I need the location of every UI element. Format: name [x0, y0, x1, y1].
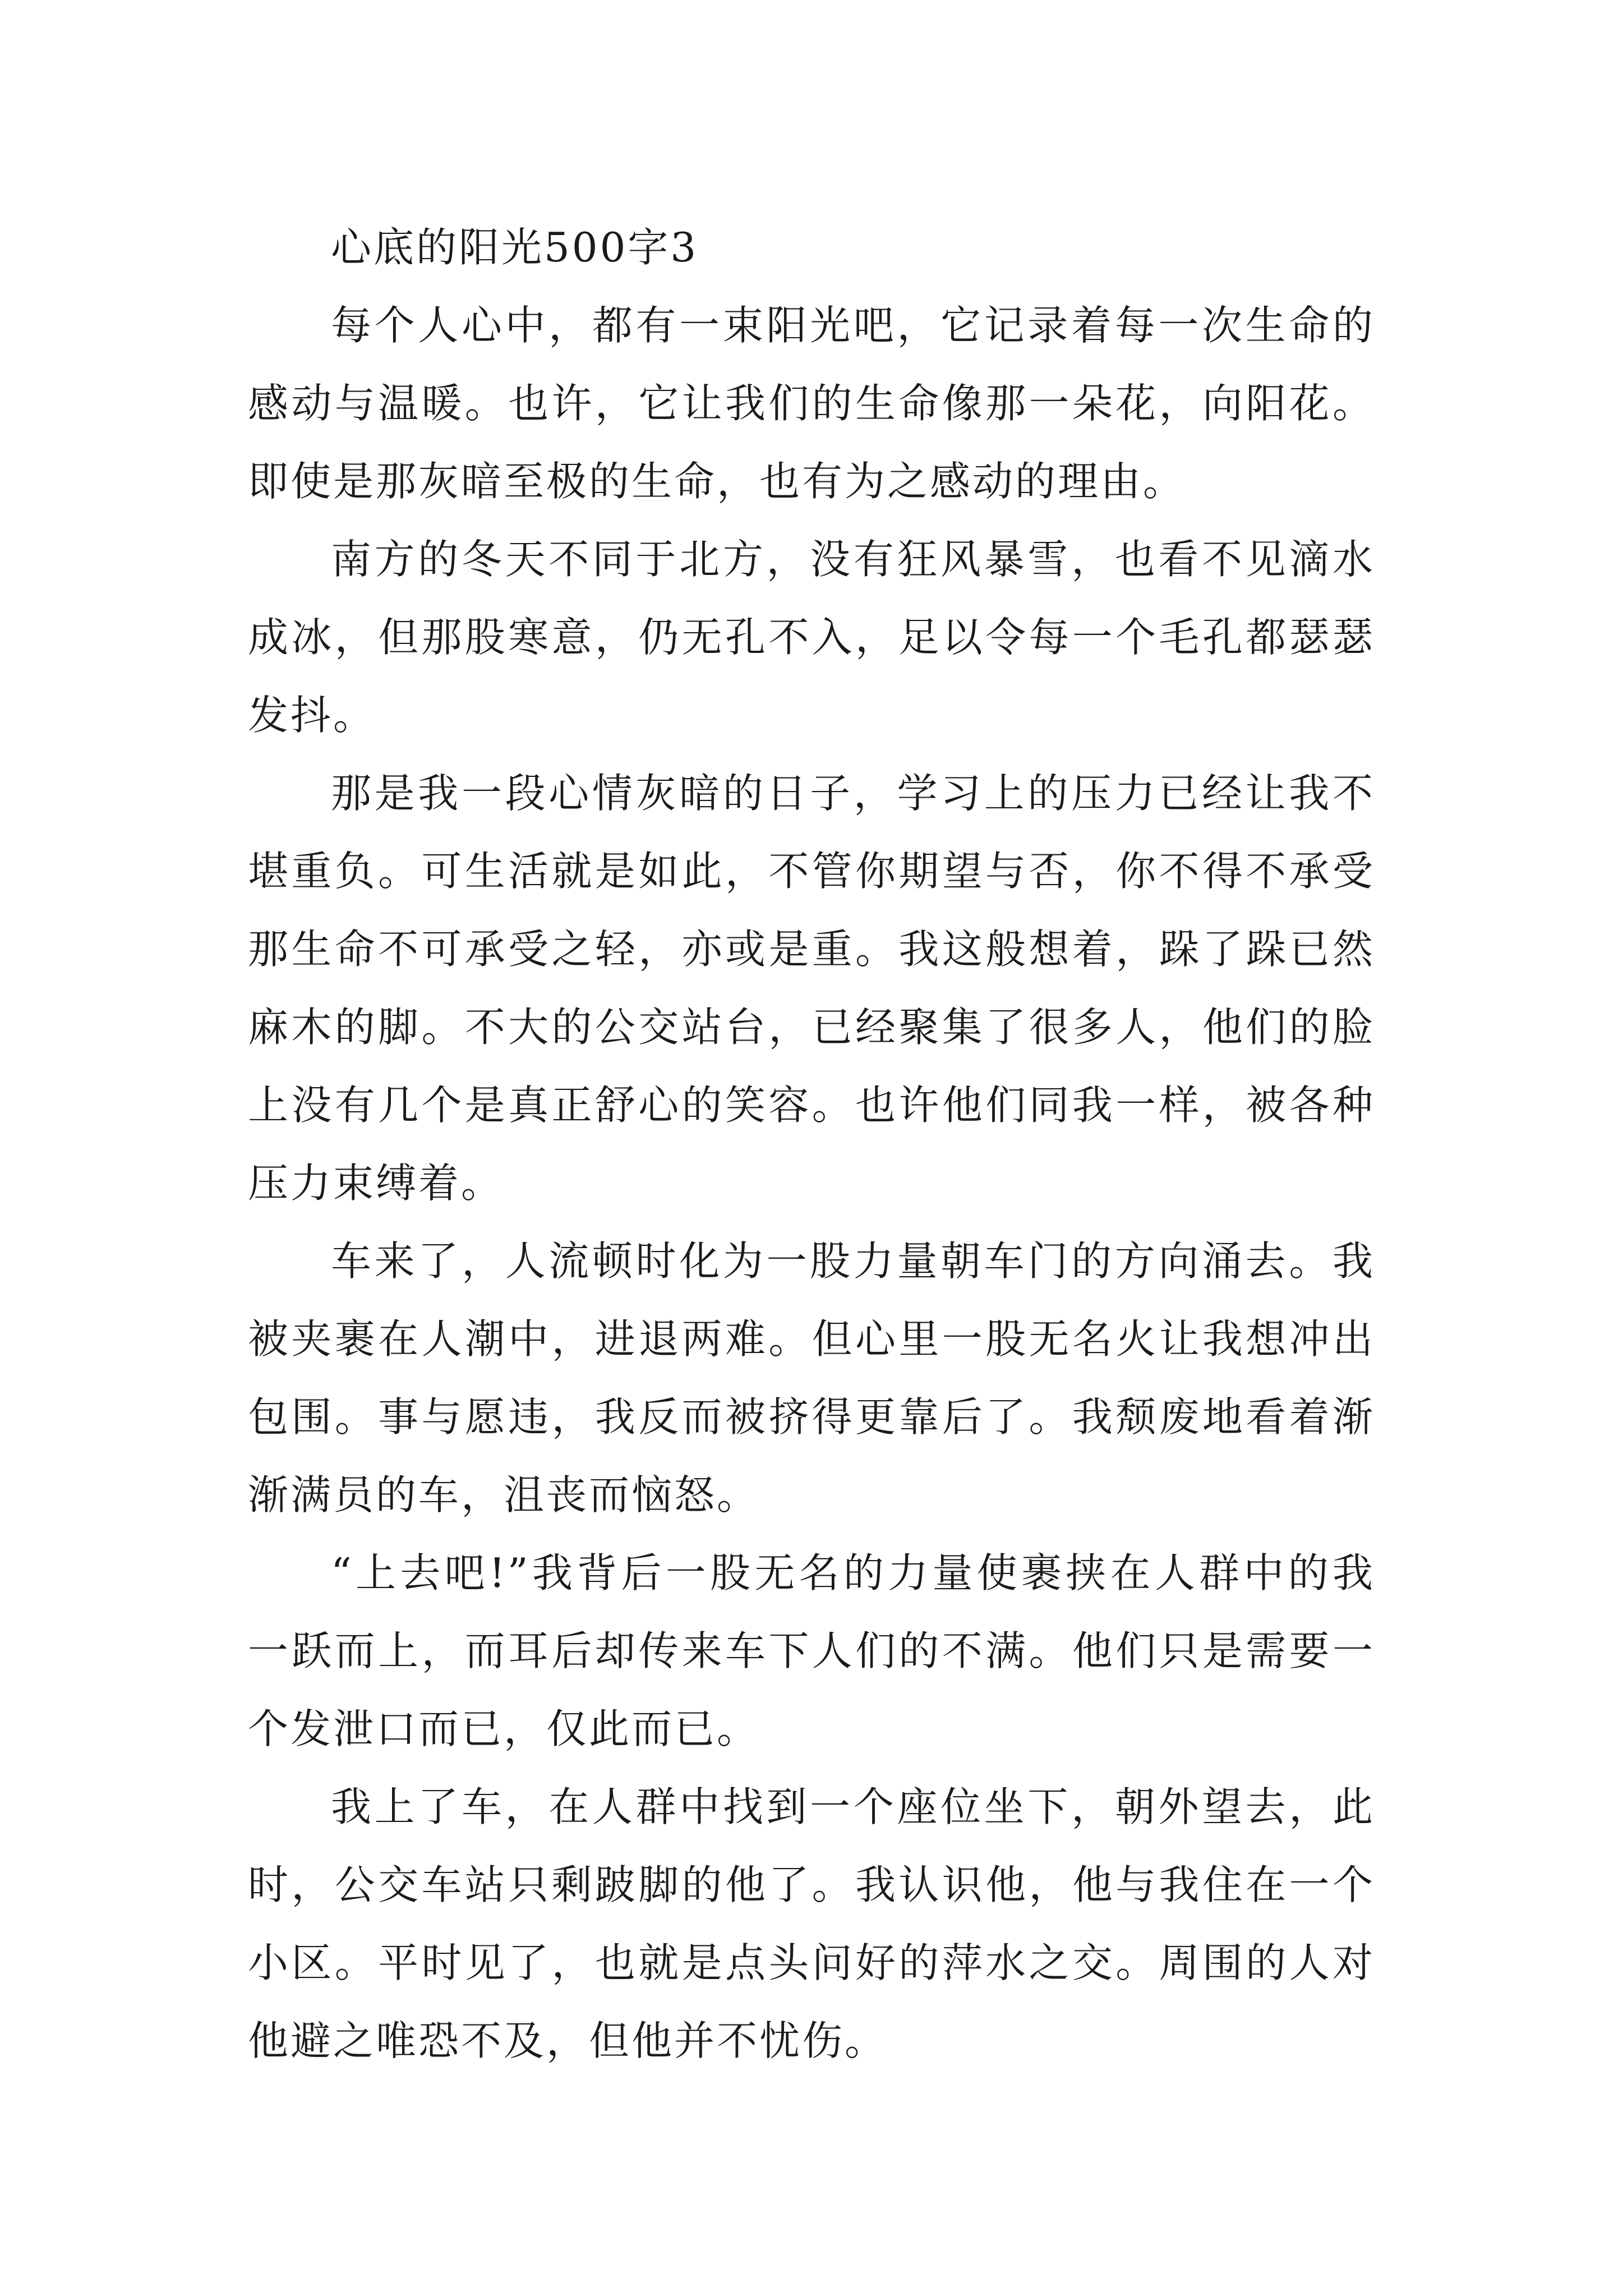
document-body: [248, 209, 1375, 2080]
document-title: 心底的阳光500字3: [331, 224, 699, 271]
paragraph-6: 我上了车，在人群中找到一个座位坐下，朝外望去，此时，公交车站只剩跛脚的他了。我认识他，他与我住在一个小区。平时见了，也就是点头问好的萍水之交。周围的人对他避之唯恐不及，但他并不忧伤。: [248, 1783, 1375, 2064]
paragraph-1: 每个人心中，都有一束阳光吧，它记录着每一次生命的感动与温暖。也许，它让我们的生命像那一朵花，向阳花。即使是那灰暗至极的生命，也有为之感动的理由。: [248, 302, 1375, 505]
paragraph-2: 南方的冬天不同于北方，没有狂风暴雪，也看不见滴水成冰，但那股寒意，仍无孔不入，足以令每一个毛孔都瑟瑟发抖。: [248, 536, 1375, 739]
paragraph-4: 车来了，人流顿时化为一股力量朝车门的方向涌去。我被夹裹在人潮中，进退两难。但心里一股无名火让我想冲出包围。事与愿违，我反而被挤得更靠后了。我颓废地看着渐渐满员的车，沮丧而恼怒。: [248, 1237, 1375, 1519]
paragraph-5: “上去吧!”我背后一股无名的力量使裹挟在人群中的我一跃而上，而耳后却传来车下人们的不满。他们只是需要一个发泄口而已，仅此而已。: [248, 1549, 1375, 1752]
paragraph-3: 那是我一段心情灰暗的日子，学习上的压力已经让我不堪重负。可生活就是如此，不管你期望与否，你不得不承受那生命不可承受之轻，亦或是重。我这般想着，跺了跺已然麻木的脚。不大的公交站台，已经聚集了很多人，他们的脸上没有几个是真正舒心的笑容。也许他们同我一样，被各种压力束缚着。: [248, 770, 1375, 1207]
